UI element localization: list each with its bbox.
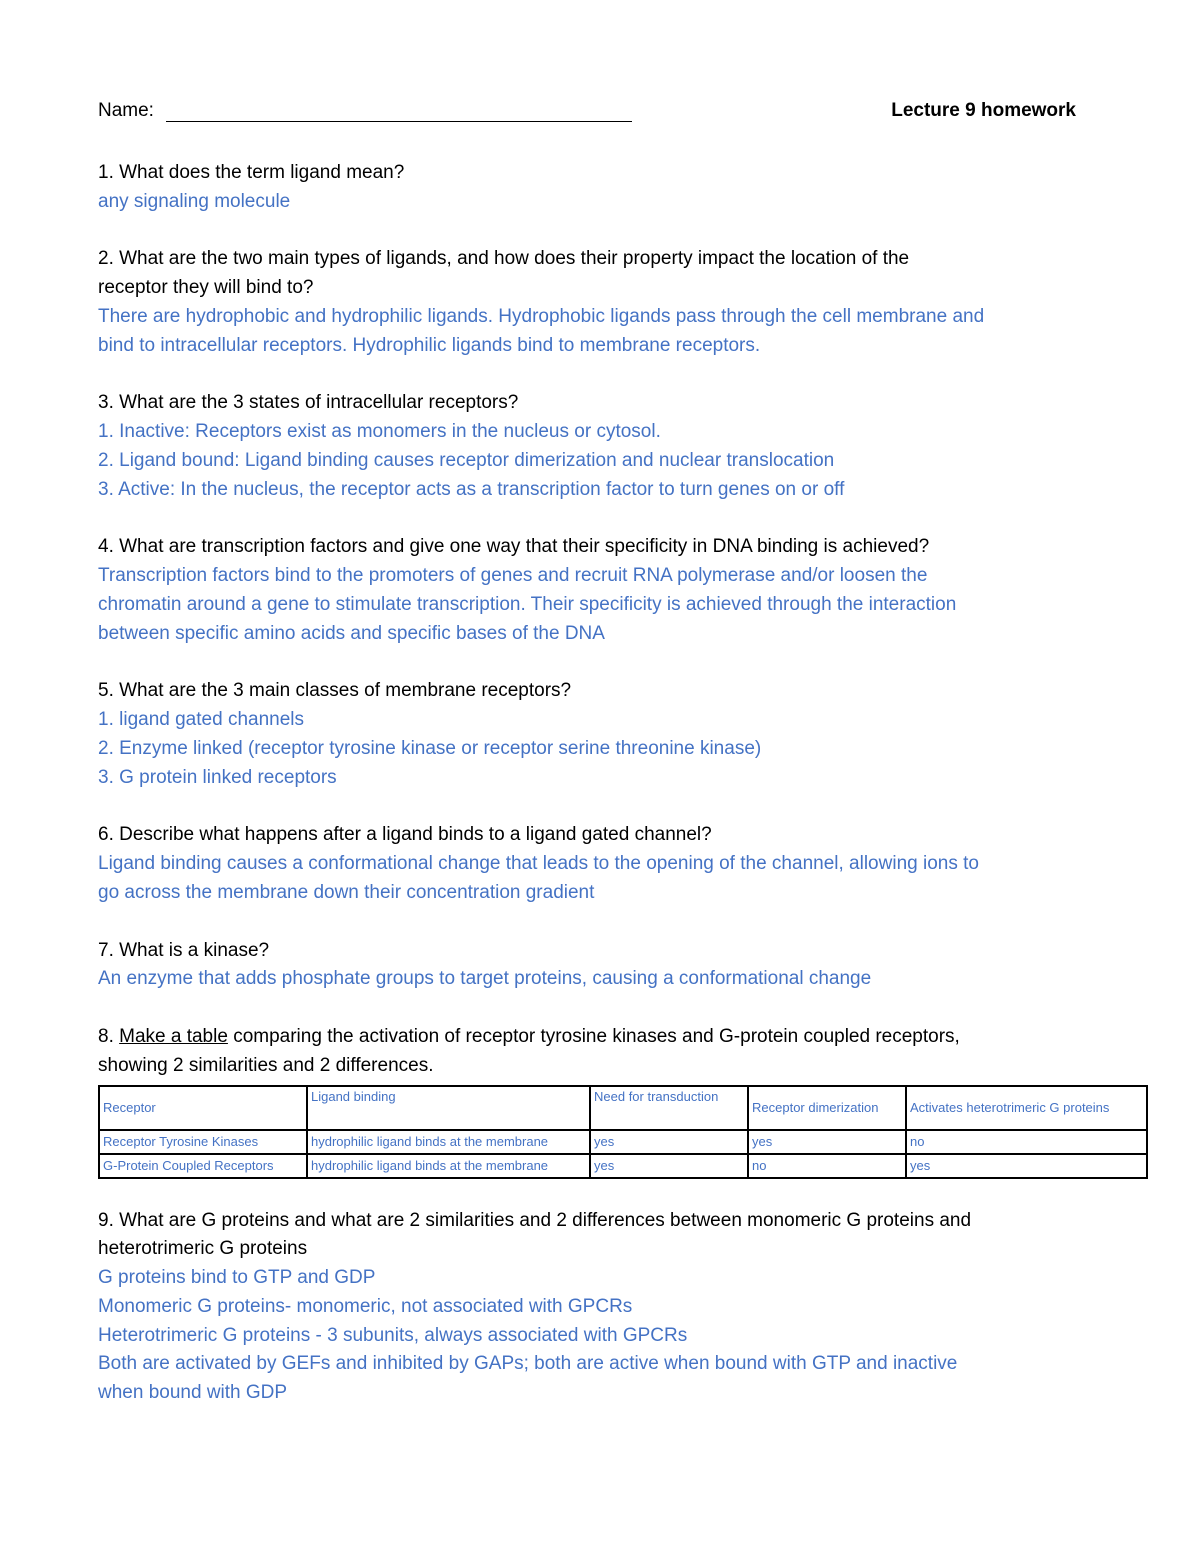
- question-9-line: 9. What are G proteins and what are 2 similarities and 2 differences between monomeric G proteins and: [98, 1209, 972, 1231]
- table-header-row: [99, 1086, 1147, 1130]
- table-header-cell: Ligand binding: [307, 1086, 590, 1130]
- answer-4-line: chromatin around a gene to stimulate transcription. Their specificity is achieved through the interaction: [98, 593, 957, 615]
- question-1: 1. What does the term ligand mean?: [98, 162, 405, 183]
- comparison-table: [98, 1085, 1148, 1179]
- answer-5-line: 3. G protein linked receptors: [98, 766, 337, 788]
- question-2-line: receptor they will bind to?: [98, 277, 314, 299]
- question-5: 5. What are the 3 main classes of membrane receptors?: [98, 680, 572, 702]
- answer-1-line: any signaling molecule: [98, 190, 291, 212]
- answer-9-line: Both are activated by GEFs and inhibited by GAPs; both are active when bound with GTP and inactive: [98, 1353, 958, 1375]
- table-cell: hydrophilic ligand binds at the membrane: [307, 1130, 590, 1154]
- question-3: 3. What are the 3 states of intracellular receptors?: [98, 392, 519, 414]
- table-header-cell: Activates heterotrimeric G proteins: [906, 1086, 1147, 1130]
- question-8-underlined: Make a table: [119, 1025, 228, 1047]
- question-8-rest: comparing the activation of receptor tyrosine kinases and G-protein coupled receptors,: [227, 1025, 960, 1047]
- answer-6-line: go across the membrane down their concentration gradient: [98, 881, 595, 903]
- question-6: 6. Describe what happens after a ligand binds to a ligand gated channel?: [98, 824, 712, 846]
- answer-4-line: Transcription factors bind to the promoters of genes and recruit RNA polymerase and/or loosen the: [98, 565, 928, 587]
- answer-3-line: 1. Inactive: Receptors exist as monomers in the nucleus or cytosol.: [98, 421, 661, 443]
- table-header-cell: Receptor: [99, 1086, 307, 1130]
- answer-3-line: 3. Active: In the nucleus, the receptor acts as a transcription factor to turn genes on or off: [98, 478, 845, 500]
- table-cell: no: [906, 1130, 1147, 1154]
- table-cell: hydrophilic ligand binds at the membrane: [307, 1154, 590, 1178]
- table-cell: yes: [906, 1154, 1147, 1178]
- table-cell: yes: [590, 1154, 748, 1178]
- table-header-cell: Receptor dimerization: [748, 1086, 906, 1130]
- answer-9-line: when bound with GDP: [98, 1382, 288, 1404]
- table-header-cell: Need for transduction: [590, 1086, 748, 1130]
- table-cell: yes: [590, 1130, 748, 1154]
- answer-5-line: 1. ligand gated channels: [98, 709, 304, 731]
- name-label: Name:: [98, 100, 154, 121]
- question-9-line: heterotrimeric G proteins: [98, 1238, 308, 1260]
- answer-9-line: Heterotrimeric G proteins - 3 subunits, always associated with GPCRs: [98, 1324, 688, 1346]
- table-cell: Receptor Tyrosine Kinases: [99, 1130, 307, 1154]
- question-8-prefix: 8.: [98, 1025, 120, 1047]
- answer-9-line: G proteins bind to GTP and GDP: [98, 1267, 376, 1289]
- table-cell: yes: [748, 1130, 906, 1154]
- table-cell: no: [748, 1154, 906, 1178]
- name-blank-line: [166, 121, 632, 122]
- answer-5-line: 2. Enzyme linked (receptor tyrosine kinase or receptor serine threonine kinase): [98, 737, 762, 759]
- answer-2-line: bind to intracellular receptors. Hydrophilic ligands bind to membrane receptors.: [98, 334, 761, 356]
- table-row: [99, 1154, 1147, 1178]
- answer-2-line: There are hydrophobic and hydrophilic ligands. Hydrophobic ligands pass through the cell membrane and: [98, 305, 985, 327]
- table-row: [99, 1130, 1147, 1154]
- question-4: 4. What are transcription factors and give one way that their specificity in DNA binding is achieved?: [98, 536, 930, 558]
- answer-9-line: Monomeric G proteins- monomeric, not associated with GPCRs: [98, 1295, 633, 1317]
- question-8-line: [98, 1023, 1118, 1052]
- homework-body: [98, 159, 1118, 1408]
- answer-7-line: An enzyme that adds phosphate groups to target proteins, causing a conformational change: [98, 968, 872, 990]
- answer-3-line: 2. Ligand bound: Ligand binding causes receptor dimerization and nuclear translocation: [98, 449, 835, 471]
- answer-4-line: between specific amino acids and specific bases of the DNA: [98, 622, 605, 644]
- question-2-line: 2. What are the two main types of ligands, and how does their property impact the location of the: [98, 248, 910, 270]
- answer-6-line: Ligand binding causes a conformational change that leads to the opening of the channel, allowing ions to: [98, 853, 979, 875]
- question-7: 7. What is a kinase?: [98, 939, 270, 961]
- document-title: Lecture 9 homework: [891, 100, 1076, 121]
- table-cell: G-Protein Coupled Receptors: [99, 1154, 307, 1178]
- header-row: [98, 100, 1076, 128]
- question-8-line: showing 2 similarities and 2 differences.: [98, 1054, 434, 1076]
